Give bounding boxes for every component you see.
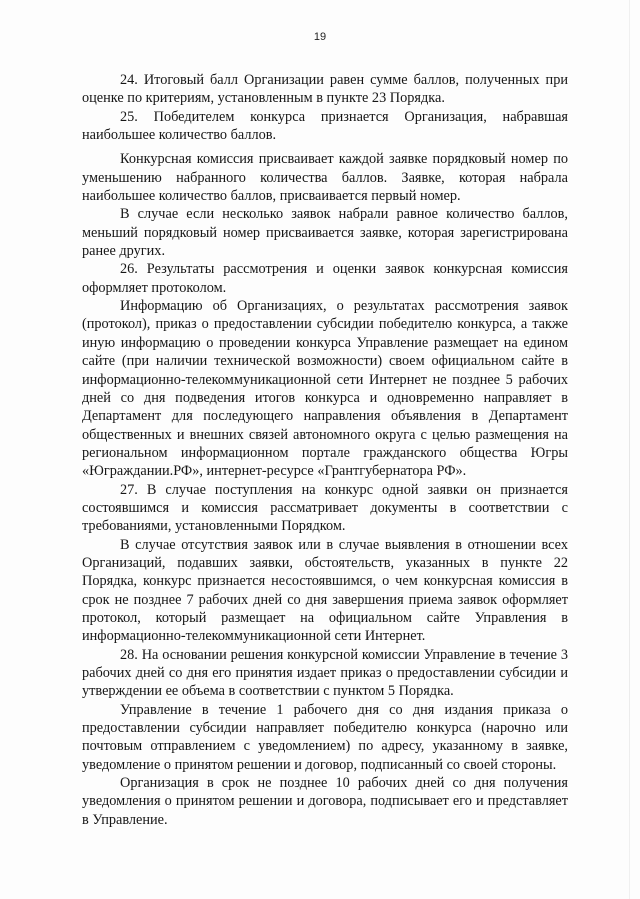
paragraph-26: 26. Результаты рассмотрения и оценки заявок конкурсная комиссия оформляет протоколом. xyxy=(82,261,568,296)
paragraph-equal-scores: В случае если несколько заявок набрали равное количество баллов, меньший порядковый номер присваивается заявке, которая зарегистрирована ранее других. xyxy=(82,206,568,260)
document-body xyxy=(82,71,568,829)
paragraph-notification: Управление в течение 1 рабочего дня со дня издания приказа о предоставлении субсидии направляет победителю конкурса (нарочно или почтовым отправлением с уведомлением) по адресу, указанному в заявке, уведомление о принятом решении и договор, подписанный со своей стороны. xyxy=(82,701,568,773)
paragraph-publication: Информацию об Организациях, о результатах рассмотрения заявок (протокол), приказ о предоставлении субсидии победителю конкурса, а также иную информацию о проведении конкурса Управление размещает на едином сайте (при наличии технической возможности) своем официальном сайте в информационно-телекоммуникационной сети Интернет не позднее 5 рабочих дней со дня подведения итогов конкурса и одновременно направляет в Департамент для последующего направления объявления в Департамент общественных и внешних связей автономного округа с целью размещения на региональном информационном портале гражданского общества Югры «Юграждании.РФ», интернет-ресурсе «Грантгубернатора РФ». xyxy=(82,298,568,480)
page-number: 19 xyxy=(313,31,327,43)
paragraph-24: 24. Итоговый балл Организации равен сумме баллов, полученных при оценке по критериям, установленным в пункте 23 Порядка. xyxy=(82,72,568,107)
paragraph-28: 28. На основании решения конкурсной комиссии Управление в течение 3 рабочих дней со дня его принятия издает приказ о предоставлении субсидии и утверждении ее объема в соответствии с пунктом 5 Порядка. xyxy=(82,646,568,700)
paragraph-ranking: Конкурсная комиссия присваивает каждой заявке порядковый номер по уменьшению набранного количества баллов. Заявке, которая набрала наибольшее количество баллов, присваивается первый номер. xyxy=(82,151,568,205)
paragraph-27: 27. В случае поступления на конкурс одной заявки он признается состоявшимся и комиссия рассматривает документы в соответствии с требованиями, установленными Порядком. xyxy=(82,481,568,535)
page-edge xyxy=(629,0,630,899)
paragraph-25: 25. Победителем конкурса признается Организация, набравшая наибольшее количество баллов. xyxy=(82,108,568,144)
paragraph-failed-contest: В случае отсутствия заявок или в случае выявления в отношении всех Организаций, подавших заявки, обстоятельств, указанных в пункте 22 Порядка, конкурс признается несостоявшимся, о чем конкурсная комиссия в срок не позднее 7 рабочих дней со дня завершения приема заявок оформляет протокол, который размещает на официальном сайте Управления в информационно-телекоммуникационной сети Интернет. xyxy=(82,536,568,645)
paragraph-contract-signing: Организация в срок не позднее 10 рабочих дней со дня получения уведомления о принятом решении и договора, подписывает его и представляет в Управление. xyxy=(82,775,568,828)
